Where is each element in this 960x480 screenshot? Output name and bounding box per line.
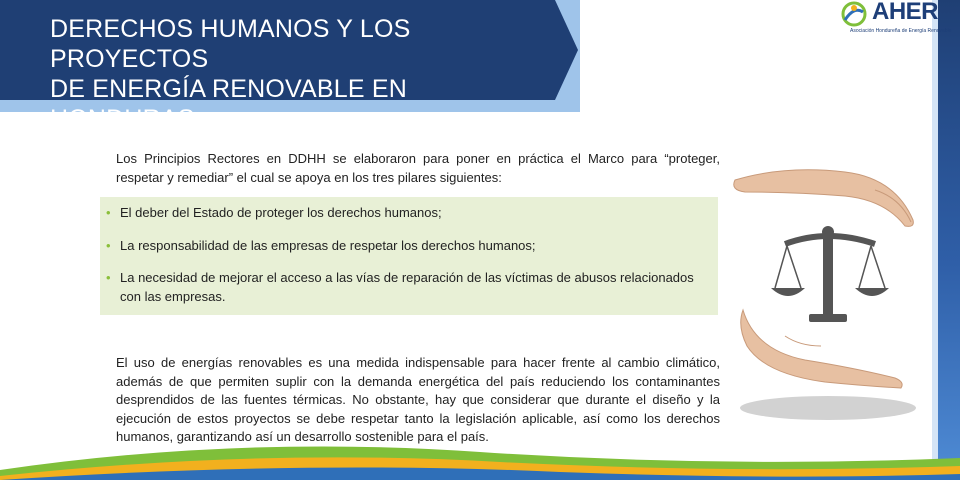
bullet-icon: • (106, 270, 111, 285)
pillar-text: La necesidad de mejorar el acceso a las vías de reparación de las víctimas de abusos relacionados con las empresas. (120, 270, 694, 304)
bullet-icon: • (106, 238, 111, 253)
bottom-wave-decoration (0, 440, 960, 480)
page-title (50, 14, 550, 134)
pillars-box (100, 197, 718, 315)
justice-hands-icon (725, 160, 925, 430)
logo-subtitle: Asociación Hondureña de Energía Renovable (850, 28, 952, 34)
logo-wordmark: AHER (872, 0, 939, 25)
pillar-text: El deber del Estado de proteger los derechos humanos; (120, 205, 442, 220)
title-line-2: DE ENERGÍA RENOVABLE EN HONDURAS (50, 75, 408, 133)
intro-paragraph: Los Principios Rectores en DDHH se elaboraron para poner en práctica el Marco para “proteger, respetar y remediar” el cual se apoya en los tres pilares siguientes: (116, 151, 720, 185)
title-line-1: DERECHOS HUMANOS Y LOS PROYECTOS (50, 15, 411, 73)
pillar-text: La responsabilidad de las empresas de respetar los derechos humanos; (120, 238, 536, 253)
pillar-item (106, 236, 715, 255)
pillar-item (106, 203, 715, 222)
bullet-icon: • (106, 205, 111, 220)
pillar-item (106, 268, 715, 306)
conclusion-paragraph: El uso de energías renovables es una medida indispensable para hacer frente al cambio climático, además de que permiten suplir con la demanda energética del país reduciendo los contaminantes desprendidos de las fuentes térmicas. No obstante, hay que considerar que durante el diseño y la ejecución de estos proyectos se debe respetar tanto la legislación aplicable, así como los derechos humanos, garantizando así un desarrollo sostenible para el país. (116, 355, 720, 444)
right-inner-stripe (932, 0, 938, 480)
right-edge-stripe (938, 0, 960, 480)
